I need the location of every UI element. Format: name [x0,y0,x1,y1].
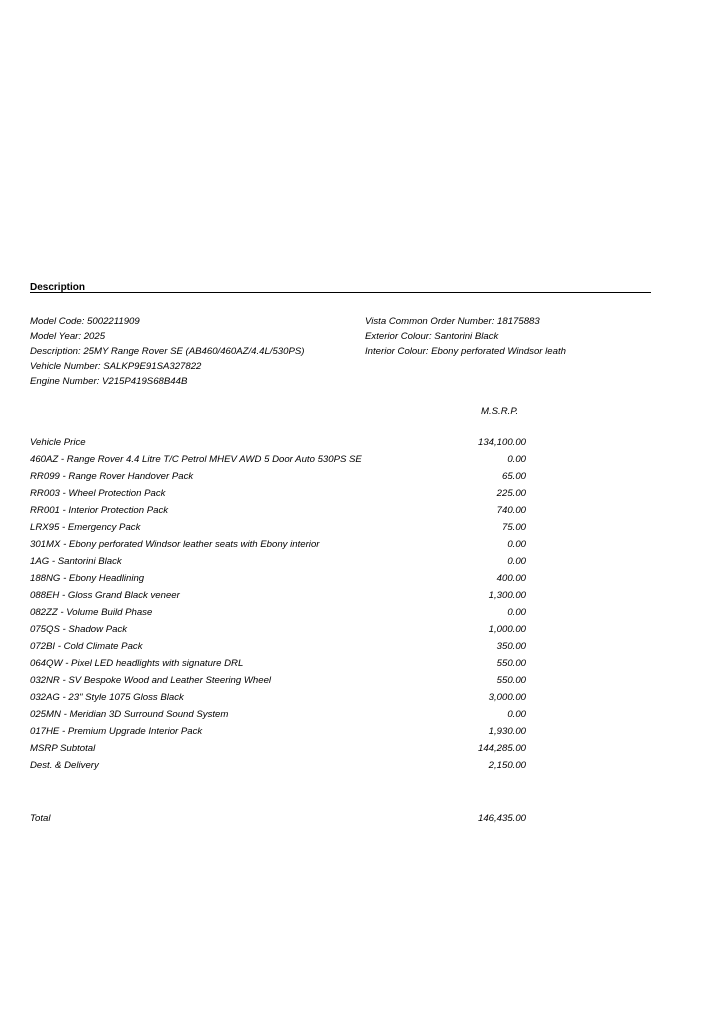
item-price: 0.00 [507,539,526,550]
item-description: Dest. & Delivery [30,760,99,771]
item-price: 0.00 [507,709,526,720]
item-description: LRX95 - Emergency Pack [30,522,141,533]
item-description: Vehicle Price [30,437,86,448]
item-price: 350.00 [496,641,526,652]
exterior-colour: Exterior Colour: Santorini Black [365,330,499,342]
list-item [30,572,526,589]
item-price: 225.00 [496,488,526,499]
item-description: 025MN - Meridian 3D Surround Sound System [30,709,229,720]
item-description: 017HE - Premium Upgrade Interior Pack [30,726,203,737]
item-price: 550.00 [496,658,526,669]
item-description: 075QS - Shadow Pack [30,624,128,635]
model-code: Model Code: 5002211909 [30,316,140,327]
delivery-row [30,759,526,776]
vehicle-info-left [30,315,304,390]
list-item [30,470,526,487]
item-price: 550.00 [496,675,526,686]
section-divider [30,292,651,293]
item-price: 0.00 [507,454,526,465]
item-description: 460AZ - Range Rover 4.4 Litre T/C Petrol MHEV AWD 5 Door Auto 530PS SE [30,454,362,465]
total-price: 146,435.00 [477,813,526,824]
msrp-subtotal-row [30,742,526,759]
item-description: 301MX - Ebony perforated Windsor leather seats with Ebony interior [30,539,320,550]
item-price: 75.00 [501,522,526,533]
interior-colour: Interior Colour: Ebony perforated Windsor leath [365,345,566,357]
price-list [30,436,526,776]
vehicle-description: Description: 25MY Range Rover SE (AB460/460AZ/4.4L/530PS) [30,345,305,357]
item-description: 088EH - Gloss Grand Black veneer [30,590,180,601]
list-item [30,589,526,606]
item-price: 3,000.00 [488,692,526,703]
price-column-header: M.S.R.P. [481,406,519,417]
list-item [30,521,526,538]
item-description: 064QW - Pixel LED headlights with signature DRL [30,658,244,669]
engine-number: Engine Number: V215P419S68B44B [30,375,188,387]
item-price: 740.00 [496,505,526,516]
item-description: RR001 - Interior Protection Pack [30,505,169,516]
item-description: 188NG - Ebony Headlining [30,573,145,584]
vehicle-number: Vehicle Number: SALKP9E91SA327822 [30,360,202,372]
vehicle-info-right [365,315,566,360]
list-item [30,504,526,521]
item-description: MSRP Subtotal [30,743,96,754]
item-price: 65.00 [501,471,526,482]
list-item [30,640,526,657]
list-item [30,606,526,623]
section-title: Description [30,282,86,293]
list-item [30,487,526,504]
list-item [30,657,526,674]
total-row [30,812,526,825]
model-year: Model Year: 2025 [30,330,106,342]
item-price: 1,930.00 [488,726,526,737]
item-price: 0.00 [507,607,526,618]
item-description: RR003 - Wheel Protection Pack [30,488,166,499]
list-item [30,555,526,572]
item-description: 082ZZ - Volume Build Phase [30,607,153,618]
list-item [30,674,526,691]
list-item [30,691,526,708]
list-item [30,708,526,725]
item-price: 134,100.00 [477,437,526,448]
item-description: 032AG - 23" Style 1075 Gloss Black [30,692,184,703]
list-item [30,725,526,742]
item-description: 1AG - Santorini Black [30,556,122,567]
item-description: RR099 - Range Rover Handover Pack [30,471,194,482]
total-label: Total [30,813,51,824]
item-price: 0.00 [507,556,526,567]
item-description: 032NR - SV Bespoke Wood and Leather Steering Wheel [30,675,272,686]
list-item [30,538,526,555]
list-item [30,623,526,640]
order-number: Vista Common Order Number: 18175883 [365,316,540,327]
item-price: 144,285.00 [477,743,526,754]
list-item [30,436,526,453]
item-price: 2,150.00 [488,760,526,771]
list-item [30,453,526,470]
item-price: 1,000.00 [488,624,526,635]
item-description: 072BI - Cold Climate Pack [30,641,143,652]
item-price: 400.00 [496,573,526,584]
item-price: 1,300.00 [488,590,526,601]
